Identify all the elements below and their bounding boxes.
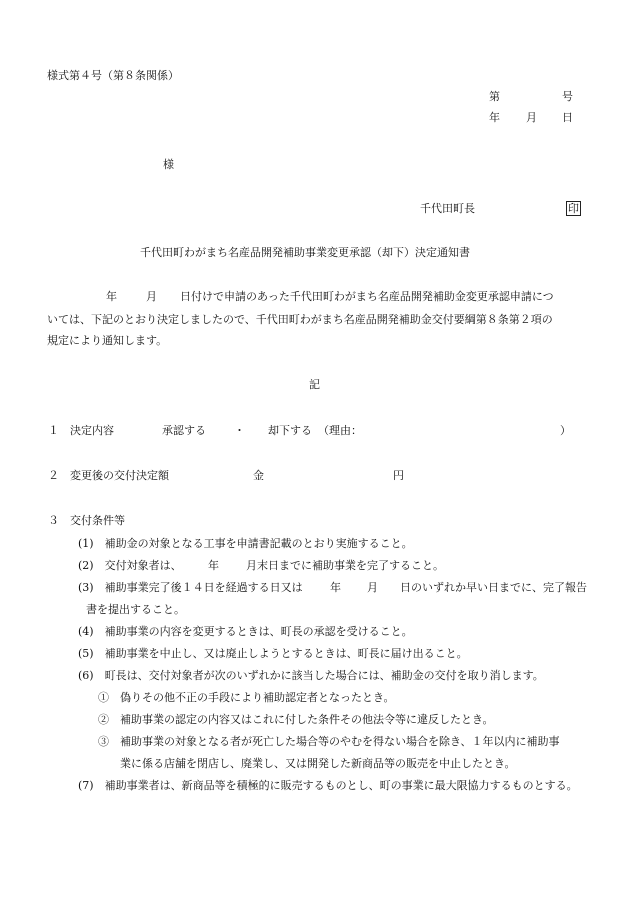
ki-heading: 記 <box>309 378 320 391</box>
condition-3-cont: 書を提出すること。 <box>86 603 185 616</box>
condition-5: (5) 補助事業を中止し、又は廃止しようとするときは、町長に届け出ること。 <box>78 647 468 660</box>
body-line-3: 規定により通知します。 <box>47 334 168 347</box>
date-year: 年 <box>489 111 500 124</box>
body-line-1: 日付けで申請のあった千代田町わがまち名産品開発補助金変更承認申請につ <box>180 290 554 303</box>
reason-close: ） <box>560 424 571 437</box>
condition-3-year: 年 <box>330 581 341 594</box>
date-day: 日 <box>562 111 573 124</box>
condition-7: (7) 補助事業者は、新商品等を積極的に販売するものとし、町の事業に最大限協力するものとする。 <box>78 779 578 792</box>
doc-number-suffix: 号 <box>562 90 573 103</box>
section3-number: ３ <box>48 514 59 527</box>
condition-6: (6) 町長は、交付対象者が次のいずれかに該当した場合には、補助金の交付を取り消します。 <box>78 669 544 682</box>
seal-mark: 印 <box>568 202 579 215</box>
section2-label: 変更後の交付決定額 <box>70 469 169 482</box>
issuer-title: 千代田町長 <box>420 202 475 215</box>
condition-3-month: 月 <box>367 581 378 594</box>
approve-option: 承認する <box>162 424 206 437</box>
body-year: 年 <box>106 290 117 303</box>
condition-3d: 日のいずれか早い日までに、完了報告 <box>400 581 587 594</box>
condition-2a: (2) 交付対象者は、 <box>78 559 182 572</box>
condition-2c: 月末日までに補助事業を完了すること。 <box>246 559 444 572</box>
document-title: 千代田町わがまち名産品開発補助事業変更承認（却下）決定通知書 <box>140 246 470 259</box>
section2-number: ２ <box>48 469 59 482</box>
sub-condition-1: ① 偽りその他不正の手段により補助認定者となったとき。 <box>98 691 395 704</box>
section1-number: １ <box>48 424 59 437</box>
amount-kin: 金 <box>253 469 264 482</box>
doc-number-prefix: 第 <box>489 90 500 103</box>
condition-3a: (3) 補助事業完了後１４日を経過する日又は <box>78 581 303 594</box>
amount-yen: 円 <box>393 469 404 482</box>
form-number: 様式第４号（第８条関係） <box>47 69 179 82</box>
sub-condition-2: ② 補助事業の認定の内容又はこれに付した条件その他法令等に違反したとき。 <box>98 713 494 726</box>
addressee-suffix: 様 <box>163 158 174 171</box>
body-line-2: いては、下記のとおり決定しましたので、千代田町わがまち名産品開発補助金交付要綱第８条第２項の <box>47 313 553 326</box>
body-month: 月 <box>146 290 157 303</box>
date-month: 月 <box>526 111 537 124</box>
seal-box <box>566 201 581 216</box>
sub-condition-3-cont: 業に係る店舗を閉店し、廃業し、又は開発した新商品等の販売を中止したとき。 <box>120 757 516 770</box>
condition-2-year: 年 <box>208 559 219 572</box>
section3-label: 交付条件等 <box>70 514 125 527</box>
option-separator: ・ <box>234 424 245 437</box>
section1-label: 決定内容 <box>70 424 114 437</box>
reason-open: （理由： <box>318 424 362 437</box>
condition-4: (4) 補助事業の内容を変更するときは、町長の承認を受けること。 <box>78 625 413 638</box>
condition-1: (1) 補助金の対象となる工事を申請書記載のとおり実施すること。 <box>78 537 413 550</box>
reject-option: 却下する <box>268 424 312 437</box>
sub-condition-3: ③ 補助事業の対象となる者が死亡した場合等のやむを得ない場合を除き、１年以内に補助事 <box>98 735 560 748</box>
